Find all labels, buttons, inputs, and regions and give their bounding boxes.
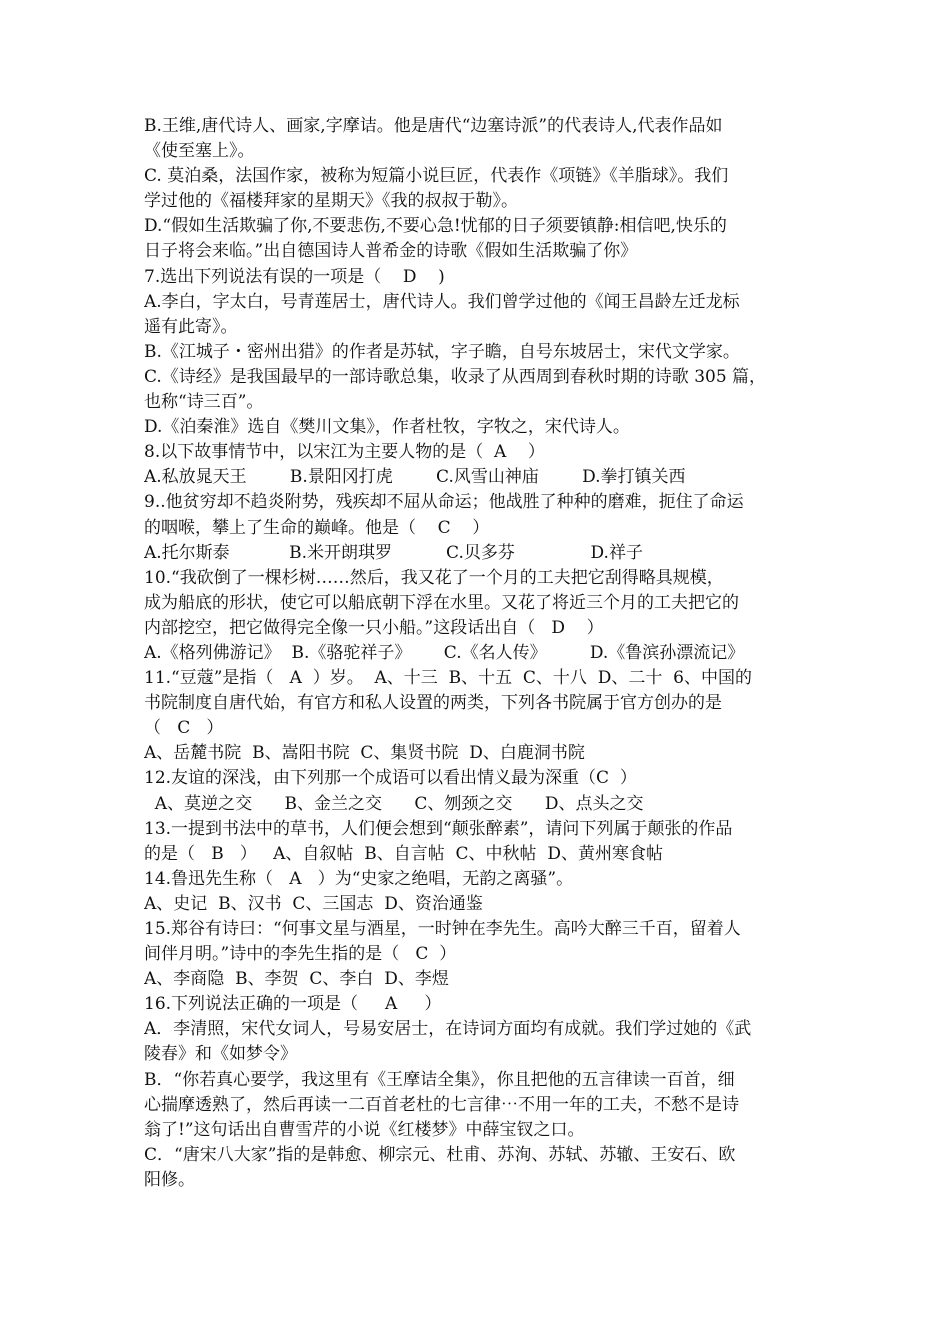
- question-16-stem: 16.下列说法正确的一项是（ A ）: [144, 994, 442, 1015]
- text-line: A．李清照，宋代女词人，号易安居士，在诗词方面均有成就。我们学过她的《武: [144, 1019, 752, 1040]
- text-line: 的咽喉，攀上了生命的巅峰。他是（ C ）: [144, 517, 490, 538]
- question-7-stem: 7.选出下列说法有误的一项是（ D ): [144, 266, 445, 287]
- text-line: D.《泊秦淮》选自《樊川文集》，作者杜牧，字牧之，宋代诗人。: [144, 417, 630, 438]
- text-line: 学过他的《福楼拜家的星期天》《我的叔叔于勒》。: [144, 191, 518, 212]
- text-line: D.“假如生活欺骗了你,不要悲伤,不要心急!忧郁的日子须要镇静:相信吧,快乐的: [144, 216, 727, 237]
- question-15-stem: 15.郑谷有诗曰：“何事文星与酒星，一时钟在李先生。高吟大醉三千百，留着人: [144, 919, 741, 939]
- question-14-options: A、史记 B、汉书 C、三国志 D、资治通鉴: [144, 893, 483, 914]
- text-line: A.李白，字太白，号青莲居士，唐代诗人。我们曾学过他的《闻王昌龄左迁龙标: [144, 291, 740, 312]
- question-13-stem: 13.一提到书法中的草书，人们便会想到“颠张醉素”，请问下列属于颠张的作品: [144, 818, 733, 839]
- text-line: B.《江城子・密州出猎》的作者是苏轼，字子瞻，自号东坡居士，宋代文学家。: [144, 341, 740, 362]
- text-line: 内部挖空，把它做得完全像一只小船。”这段话出自（ D ）: [144, 617, 604, 638]
- text-line: A、岳麓书院 B、嵩阳书院 C、集贤书院 D、白鹿洞书院: [144, 743, 585, 764]
- question-12-stem: 12.友谊的深浅，由下列那一个成语可以看出情义最为深重（C ）: [144, 768, 637, 789]
- text-line: 书院制度自唐代始，有官方和私人设置的两类，下列各书院属于官方创办的是: [144, 693, 722, 714]
- text-line: 翁了!”这句话出自曹雪芹的小说《红楼梦》中薛宝钗之口。: [144, 1119, 585, 1140]
- question-8-options: A.私放晁天王 B.景阳冈打虎 C.风雪山神庙 D.拳打镇关西: [144, 467, 686, 488]
- text-line: 遥有此寄》。: [144, 316, 238, 337]
- question-14-stem: 14.鲁迅先生称（ A ）为“史家之绝唱，无韵之离骚”。: [144, 868, 574, 889]
- text-line: （ C ）: [144, 718, 224, 739]
- text-line: C．“唐宋八大家”指的是韩愈、柳宗元、杜甫、苏洵、苏轼、苏辙、王安石、欧: [144, 1144, 736, 1165]
- question-9-options: A.托尔斯泰 B.米开朗琪罗 C.贝多芬 D.祥子: [144, 542, 643, 563]
- text-line: 成为船底的形状，使它可以船底朝下浮在水里。又花了将近三个月的工夫把它的: [144, 592, 739, 613]
- text-line: 陵春》和《如梦令》: [144, 1044, 297, 1065]
- text-line: 间伴月明。”诗中的李先生指的是（ C ）: [144, 944, 457, 965]
- document-page: [144, 114, 812, 1193]
- text-line: B．“你若真心要学，我这里有《王摩诘全集》，你且把他的五言律读一百首，细: [144, 1069, 735, 1090]
- text-line: C.《诗经》是我国最早的一部诗歌总集，收录了从西周到春秋时期的诗歌 305 篇，: [144, 366, 767, 387]
- question-11-stem: 11.“豆蔻”是指（ A ）岁。 A、十三 B、十五 C、十八 D、二十 6、中国的: [144, 668, 752, 689]
- question-10-stem: 10.“我砍倒了一棵杉树……然后，我又花了一个月的工夫把它刮得略具规模，: [144, 567, 724, 588]
- text-line: 心揣摩透熟了，然后再读一二百首老杜的七言律⋯不用一年的工夫，不愁不是诗: [144, 1094, 739, 1115]
- text-line: 日子将会来临。”出自德国诗人普希金的诗歌《假如生活欺骗了你》: [144, 241, 638, 262]
- question-10-options: A.《格列佛游记》 B.《骆驼祥子》 C.《名人传》 D.《鲁滨孙漂流记》: [144, 642, 745, 663]
- text-line: 也称“诗三百”。: [144, 392, 264, 413]
- question-8-stem: 8.以下故事情节中，以宋江为主要人物的是（ A ）: [144, 442, 545, 463]
- text-line: 阳修。: [144, 1169, 195, 1190]
- text-line: 的是（ B ） A、自叙帖 B、自言帖 C、中秋帖 D、黄州寒食帖: [144, 843, 663, 864]
- text-line: C. 莫泊桑，法国作家，被称为短篇小说巨匠，代表作《项链》《羊脂球》。我们: [144, 166, 729, 187]
- text-line: 《使至塞上》。: [144, 141, 255, 162]
- question-12-options: A、莫逆之交 B、金兰之交 C、刎颈之交 D、点头之交: [144, 793, 644, 814]
- question-15-options: A、李商隐 B、李贺 C、李白 D、李煜: [144, 969, 449, 990]
- text-line: B.王维,唐代诗人、画家,字摩诘。他是唐代“边塞诗派”的代表诗人,代表作品如: [144, 116, 723, 136]
- question-9-stem: 9..他贫穷却不趋炎附势，残疾却不屈从命运；他战胜了种种的磨难，扼住了命运: [144, 492, 744, 513]
